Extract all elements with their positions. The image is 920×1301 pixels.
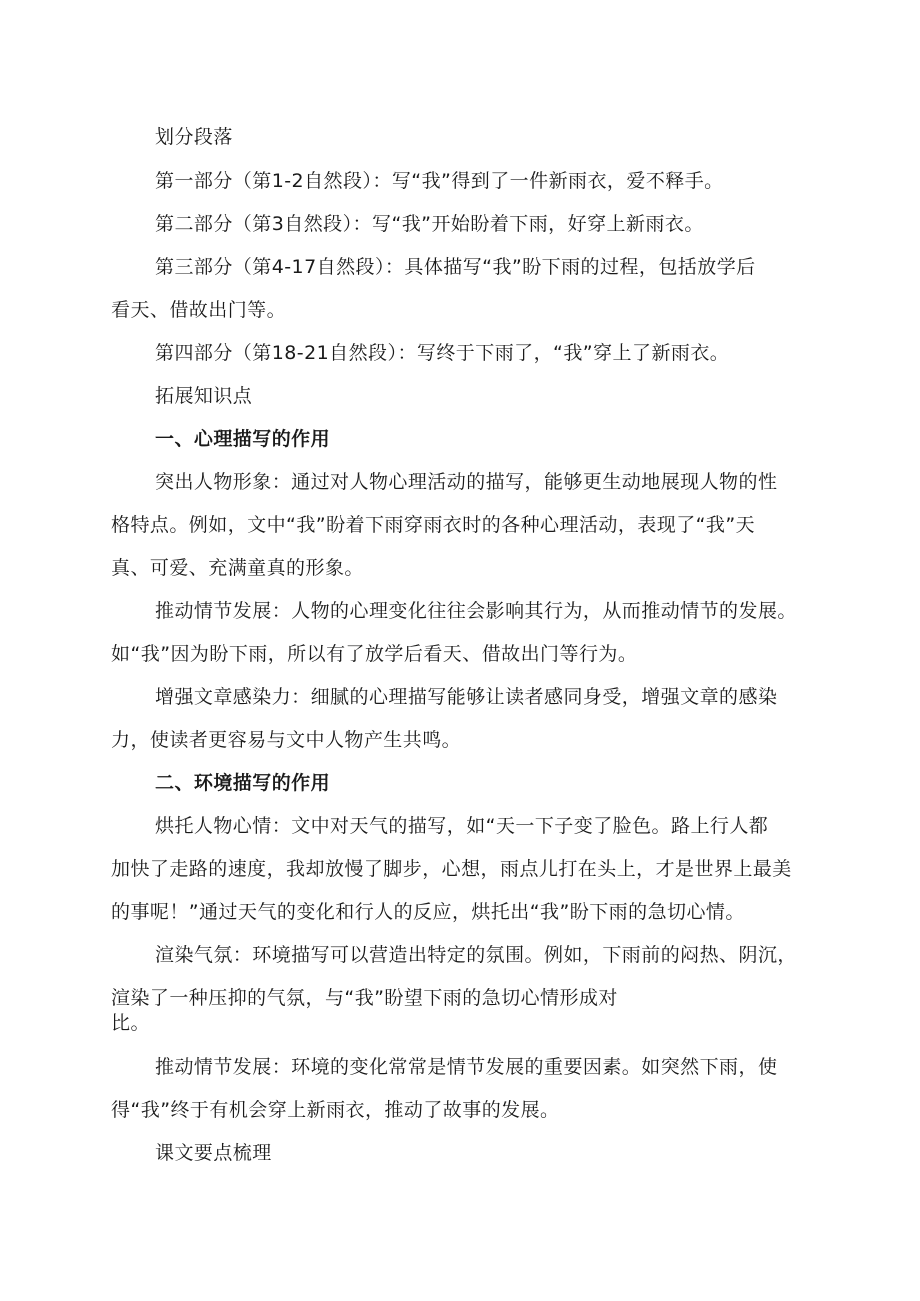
paragraph-character-image-line-1: 突出人物形象：通过对人物心理活动的描写，能够更生动地展现人物的性	[155, 471, 778, 493]
subheading-psychological-description: 一、心理描写的作用	[155, 428, 331, 450]
paragraph-appeal-line-2: 力，使读者更容易与文中人物产生共鸣。	[111, 729, 462, 751]
paragraph-plot-development-line-1: 推动情节发展：人物的心理变化往往会影响其行为，从而推动情节的发展。	[155, 600, 797, 622]
paragraph-character-image-line-2: 格特点。例如，文中“我”盼着下雨穿雨衣时的各种心理活动，表现了“我”天	[111, 514, 756, 536]
paragraph-part-three-line-2: 看天、借故出门等。	[111, 299, 287, 321]
section-heading-paragraph-division: 划分段落	[155, 126, 233, 148]
paragraph-part-three-line-1: 第三部分（第4-17自然段）：具体描写“我”盼下雨的过程，包括放学后	[155, 256, 756, 278]
paragraph-mood-line-2: 加快了走路的速度，我却放慢了脚步，心想，雨点儿打在头上，才是世界上最美	[111, 858, 792, 880]
paragraph-atmosphere-line-3: 比。	[111, 1012, 150, 1034]
subheading-environment-description: 二、环境描写的作用	[155, 772, 331, 794]
paragraph-plot-development-line-2: 如“我”因为盼下雨，所以有了放学后看天、借故出门等行为。	[111, 643, 638, 665]
paragraph-part-four: 第四部分（第18-21自然段）：写终于下雨了，“我”穿上了新雨衣。	[155, 342, 730, 364]
paragraph-environment-plot-line-2: 得“我”终于有机会穿上新雨衣，推动了故事的发展。	[111, 1099, 560, 1121]
paragraph-appeal-line-1: 增强文章感染力：细腻的心理描写能够让读者感同身受，增强文章的感染	[155, 686, 778, 708]
paragraph-atmosphere-line-2: 渲染了一种压抑的气氛，与“我”盼望下雨的急切心情形成对	[111, 987, 618, 1009]
paragraph-mood-line-3: 的事呢！”通过天气的变化和行人的反应，烘托出“我”盼下雨的急切心情。	[111, 901, 745, 923]
paragraph-part-one: 第一部分（第1-2自然段）：写“我”得到了一件新雨衣，爱不释手。	[155, 170, 724, 192]
paragraph-atmosphere-line-1: 渲染气氛：环境描写可以营造出特定的氛围。例如，下雨前的闷热、阴沉，	[155, 944, 797, 966]
paragraph-environment-plot-line-1: 推动情节发展：环境的变化常常是情节发展的重要因素。如突然下雨，使	[155, 1056, 778, 1078]
section-heading-extended-knowledge: 拓展知识点	[155, 385, 253, 407]
paragraph-mood-line-1: 烘托人物心情：文中对天气的描写，如“天一下子变了脸色。路上行人都	[155, 815, 769, 837]
paragraph-character-image-line-3: 真、可爱、充满童真的形象。	[111, 557, 364, 579]
paragraph-part-two: 第二部分（第3自然段）：写“我”开始盼着下雨，好穿上新雨衣。	[155, 213, 704, 235]
section-heading-key-points: 课文要点梳理	[155, 1142, 272, 1164]
